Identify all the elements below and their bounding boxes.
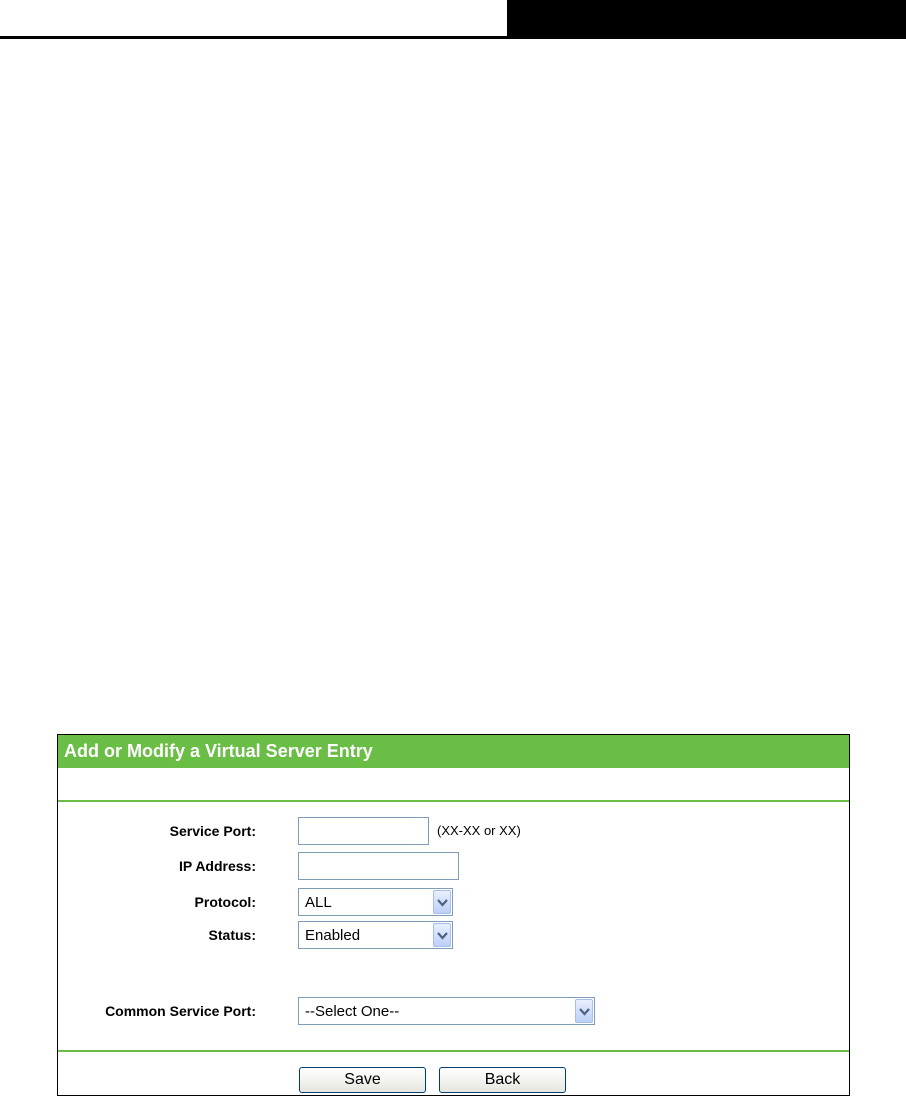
common-service-port-label: Common Service Port: xyxy=(105,1003,256,1019)
service-port-row xyxy=(58,817,849,847)
chevron-down-icon[interactable] xyxy=(433,890,451,914)
ip-address-label: IP Address: xyxy=(178,858,256,874)
status-row xyxy=(58,921,849,951)
status-label: Status: xyxy=(208,927,256,943)
virtual-server-panel xyxy=(57,734,850,1096)
protocol-select[interactable] xyxy=(298,888,453,916)
document-header xyxy=(0,0,906,40)
status-select[interactable] xyxy=(298,921,453,949)
common-service-port-row xyxy=(58,997,849,1027)
save-button[interactable]: Save xyxy=(299,1067,426,1093)
panel-title: Add or Modify a Virtual Server Entry xyxy=(58,735,849,768)
footer-divider xyxy=(58,1050,849,1052)
service-port-label: Service Port: xyxy=(169,823,256,839)
protocol-label: Protocol: xyxy=(194,894,256,910)
common-service-port-select[interactable] xyxy=(298,997,595,1025)
service-port-input[interactable] xyxy=(298,817,429,845)
common-service-port-selected-value: --Select One-- xyxy=(305,1003,400,1020)
protocol-row xyxy=(58,888,849,918)
service-port-hint: (XX-XX or XX) xyxy=(437,823,521,838)
ip-address-input[interactable] xyxy=(298,852,459,880)
ip-address-row xyxy=(58,852,849,882)
protocol-selected-value: ALL xyxy=(305,894,332,911)
header-rule xyxy=(0,36,906,39)
chevron-down-icon[interactable] xyxy=(433,923,451,947)
chevron-down-icon[interactable] xyxy=(575,999,593,1023)
header-black-block xyxy=(507,0,906,38)
status-selected-value: Enabled xyxy=(305,927,361,944)
title-divider xyxy=(58,768,849,802)
back-button[interactable]: Back xyxy=(439,1067,566,1093)
